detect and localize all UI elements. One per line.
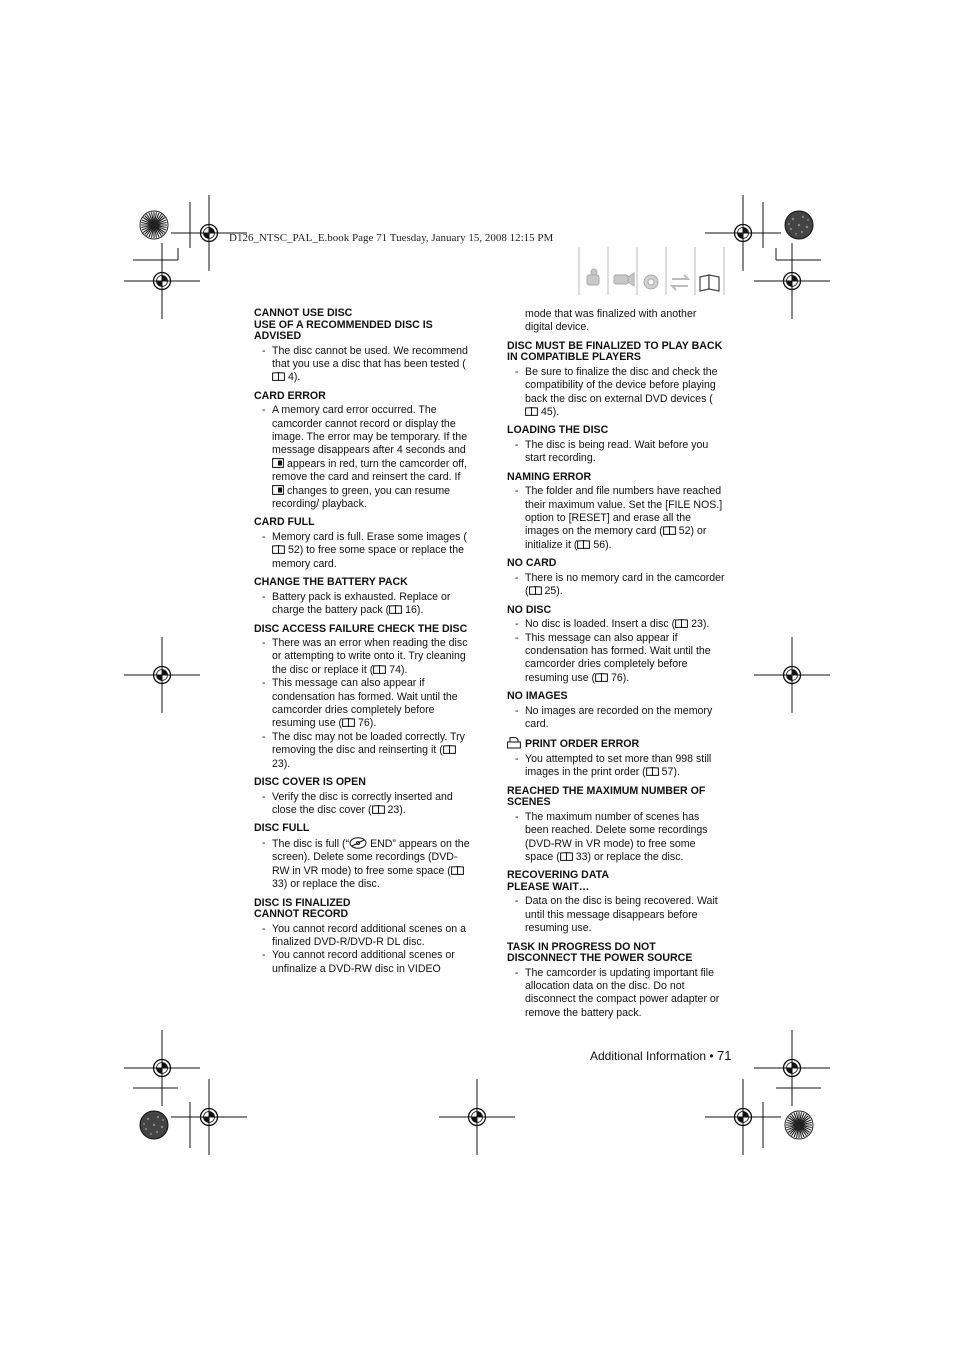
description-text: 16). — [402, 604, 424, 617]
error-title — [507, 605, 725, 617]
book-reference-icon — [372, 805, 385, 814]
error-title — [254, 308, 472, 343]
description-text: The disc is full (“ — [272, 837, 350, 850]
error-title-line: RECOVERING DATA — [507, 869, 610, 882]
error-title — [254, 823, 472, 835]
list-dash: - — [262, 677, 266, 690]
list-dash: - — [515, 438, 519, 451]
error-description-item — [254, 731, 472, 771]
description-text: 74). — [386, 663, 408, 676]
book-reference-icon — [525, 407, 538, 416]
error-description-item — [507, 811, 725, 865]
error-entry — [254, 777, 472, 817]
description-text: This message can also appear if condensation has formed. Wait until the camcorder dries completely before resuming use ( — [272, 677, 458, 730]
book-reference-icon — [577, 540, 590, 549]
error-entry — [254, 898, 472, 977]
list-dash: - — [262, 730, 266, 743]
error-title-line: NO CARD — [507, 557, 557, 570]
print-header-line: D126_NTSC_PAL_E.book Page 71 Tuesday, January 15, 2008 12:15 PM — [229, 232, 554, 244]
description-text: 52) to free some space or replace the memory card. — [272, 544, 465, 570]
description-text: Battery pack is exhausted. Replace or charge the battery pack ( — [272, 590, 451, 617]
error-description-item — [254, 531, 472, 571]
description-text: 56). — [590, 538, 612, 551]
error-entry — [507, 870, 725, 935]
error-entry — [507, 786, 725, 865]
list-dash: - — [262, 404, 266, 417]
error-title — [507, 786, 725, 809]
list-dash: - — [515, 704, 519, 717]
error-entry — [254, 308, 472, 385]
list-dash: - — [515, 618, 519, 631]
description-text: Be sure to finalize the disc and check the compatibility of the device before playing back the disc on external DVD devices ( — [525, 365, 718, 405]
list-dash: - — [515, 752, 519, 765]
error-title-line: DISC COVER IS OPEN — [254, 776, 366, 789]
book-icon — [700, 275, 719, 291]
list-dash: - — [515, 966, 519, 979]
settings-icon — [644, 275, 658, 289]
movie-mode-icon — [587, 269, 599, 285]
page-footer — [590, 1048, 731, 1063]
error-title-line: CHANGE THE BATTERY PACK — [254, 576, 408, 589]
list-dash: - — [262, 836, 266, 849]
error-title — [507, 472, 725, 484]
list-dash: - — [515, 810, 519, 823]
error-description-item — [254, 837, 472, 892]
camera-icon — [614, 273, 634, 286]
error-title-line: NO DISC — [507, 603, 552, 616]
book-reference-icon — [646, 767, 659, 776]
error-title-line: DISC MUST BE FINALIZED TO PLAY BACK IN COMPATIBLE PLAYERS — [507, 339, 723, 364]
error-title-line: DISC FULL — [254, 822, 310, 835]
error-description-item — [254, 949, 472, 976]
list-dash: - — [515, 895, 519, 908]
error-title — [507, 425, 725, 437]
error-description-item — [507, 618, 725, 631]
left-column — [254, 308, 472, 982]
error-description-item — [254, 791, 472, 818]
description-text: 76). — [355, 717, 377, 730]
description-text: 33) or replace the disc. — [572, 850, 684, 863]
error-description-item — [507, 632, 725, 686]
error-description-item — [507, 753, 725, 780]
error-title — [507, 737, 725, 751]
error-entry — [254, 391, 472, 512]
list-dash: - — [515, 485, 519, 498]
description-text: 33) or replace the disc. — [272, 878, 380, 891]
error-description-item — [254, 404, 472, 511]
error-description-item — [507, 705, 725, 732]
chapter-tabs — [578, 247, 726, 295]
continued-text: mode that was finalized with another digital device. — [525, 308, 697, 334]
list-dash: - — [262, 590, 266, 603]
book-reference-icon — [595, 673, 608, 682]
list-dash: - — [262, 922, 266, 935]
description-text: END” appears on the screen). Delete some recordings (DVD-RW in VR mode) to free some space ( — [272, 837, 470, 877]
memory-card-icon — [272, 485, 284, 495]
description-text: Verify the disc is correctly inserted and close the disc cover ( — [272, 790, 453, 816]
error-entry — [254, 624, 472, 772]
description-text: 4). — [285, 371, 301, 384]
error-entry — [254, 517, 472, 571]
description-text: 52) or initialize it ( — [525, 525, 707, 551]
description-text: Data on the disc is being recovered. Wait until this message disappears before resuming use. — [525, 895, 718, 935]
description-text: 23). — [272, 757, 291, 770]
description-text: appears in red, turn the camcorder off, remove the card and reinsert the card. If — [272, 457, 467, 484]
error-description-item — [254, 923, 472, 950]
error-description-item — [507, 967, 725, 1021]
description-text: This message can also appear if condensation has formed. Wait until the camcorder dries completely before resuming use ( — [525, 631, 711, 684]
error-description-item — [507, 366, 725, 420]
book-reference-icon — [342, 718, 355, 727]
book-reference-icon — [529, 586, 542, 595]
description-text: There was an error when reading the disc or attempting to write onto it. Try cleaning the disc or replace it ( — [272, 637, 468, 676]
error-title-line: DISC IS FINALIZED — [254, 896, 351, 909]
book-reference-icon — [663, 526, 676, 535]
list-dash: - — [262, 530, 266, 543]
error-description-item — [507, 485, 725, 552]
error-description-item — [507, 572, 725, 599]
list-dash: - — [262, 790, 266, 803]
transfer-icon — [672, 275, 688, 290]
book-reference-icon — [443, 745, 456, 754]
description-text: 57). — [658, 766, 680, 779]
error-title-line: REACHED THE MAXIMUM NUMBER OF SCENES — [507, 784, 706, 809]
error-entry — [254, 823, 472, 891]
error-title-line: LOADING THE DISC — [507, 424, 609, 437]
error-title-line: NAMING ERROR — [507, 470, 592, 483]
error-description-item — [507, 895, 725, 935]
error-title — [254, 391, 472, 403]
error-entry — [507, 558, 725, 598]
error-description-item — [507, 439, 725, 466]
description-text: You cannot record additional scenes on a finalized DVD-R/DVD-R DL disc. — [272, 922, 466, 948]
error-title — [507, 870, 725, 893]
error-entry — [507, 425, 725, 465]
book-reference-icon — [272, 545, 285, 554]
description-text: The maximum number of scenes has been reached. Delete some recordings (DVD-RW in VR mode) to free some space ( — [525, 810, 708, 863]
description-text: 76). — [608, 671, 630, 684]
error-title — [254, 577, 472, 589]
list-dash: - — [515, 365, 519, 378]
book-reference-icon — [451, 866, 464, 875]
error-entry — [507, 691, 725, 731]
error-title-line: DISC ACCESS FAILURE CHECK THE DISC — [254, 622, 468, 635]
description-text: You attempted to set more than 998 still images in the print order ( — [525, 752, 712, 779]
error-title-line: TASK IN PROGRESS DO NOT DISCONNECT THE POWER SOURCE — [507, 940, 693, 965]
description-text: changes to green, you can resume recording/ playback. — [272, 484, 451, 511]
book-reference-icon — [560, 852, 573, 861]
error-title-line: CANNOT USE DISC — [254, 307, 353, 319]
error-title-line: CARD FULL — [254, 516, 315, 529]
description-text: You cannot record additional scenes or unfinalize a DVD-RW disc in VIDEO — [272, 949, 455, 975]
error-entry — [507, 737, 725, 779]
error-description-item — [254, 637, 472, 677]
error-description-item — [254, 345, 472, 385]
error-title — [507, 942, 725, 965]
error-title — [254, 777, 472, 789]
error-entry — [507, 341, 725, 420]
list-dash: - — [262, 344, 266, 357]
memory-card-icon — [272, 458, 284, 468]
error-title — [254, 624, 472, 636]
print-icon — [507, 737, 521, 749]
error-entry — [254, 577, 472, 617]
list-dash: - — [262, 949, 266, 962]
description-text: Memory card is full. Erase some images ( — [272, 530, 467, 543]
description-text: 25). — [541, 585, 563, 598]
description-text: The folder and file numbers have reached their maximum value. Set the [FILE NOS.] option to [RESET] and erase all the images on the memory card ( — [525, 485, 723, 538]
error-entry — [507, 942, 725, 1021]
footer-bullet: • — [709, 1049, 714, 1063]
book-reference-icon — [675, 619, 688, 628]
error-title-line: CANNOT RECORD — [254, 908, 349, 920]
description-text: The camcorder is updating important file allocation data on the disc. Do not disconnect the compact power adapter or remove the battery pack. — [525, 966, 720, 1019]
error-title-line: PRINT ORDER ERROR — [507, 737, 725, 751]
list-dash: - — [262, 637, 266, 649]
description-text: 23). — [384, 803, 406, 816]
error-title — [507, 341, 725, 364]
footer-section: Additional Information — [590, 1049, 707, 1063]
description-text: No disc is loaded. Insert a disc ( — [525, 618, 676, 631]
error-description-item — [254, 591, 472, 618]
book-reference-icon — [272, 372, 285, 381]
right-column — [507, 308, 725, 1026]
error-title-line: CARD ERROR — [254, 389, 326, 402]
error-title-line: PLEASE WAIT… — [507, 880, 590, 893]
description-text: No images are recorded on the memory card. — [525, 704, 713, 731]
error-description-item — [254, 677, 472, 731]
description-text: 23). — [688, 618, 710, 631]
error-title-line: NO IMAGES — [507, 690, 568, 703]
description-text: The disc is being read. Wait before you start recording. — [525, 438, 709, 465]
description-text: The disc cannot be used. We recommend that you use a disc that has been tested ( — [272, 344, 468, 370]
error-title — [507, 691, 725, 703]
description-text: A memory card error occurred. The camcorder cannot record or display the image. The error may be temporary. If the message disappears after 4 seconds and — [272, 404, 468, 457]
description-text: 45). — [538, 406, 560, 419]
error-title — [507, 558, 725, 570]
error-title — [254, 898, 472, 921]
list-dash: - — [515, 631, 519, 644]
book-reference-icon — [373, 665, 386, 674]
error-entry — [507, 605, 725, 686]
description-text: The disc may not be loaded correctly. Try removing the disc and reinserting it ( — [272, 730, 465, 757]
error-entry — [507, 472, 725, 553]
error-title — [254, 517, 472, 529]
description-text: There is no memory card in the camcorder ( — [525, 571, 725, 598]
disc-icon — [349, 837, 367, 849]
page-number: 71 — [716, 1048, 732, 1063]
error-title-line: USE OF A RECOMMENDED DISC IS ADVISED — [254, 318, 433, 342]
list-dash: - — [515, 571, 519, 584]
book-reference-icon — [389, 605, 402, 614]
